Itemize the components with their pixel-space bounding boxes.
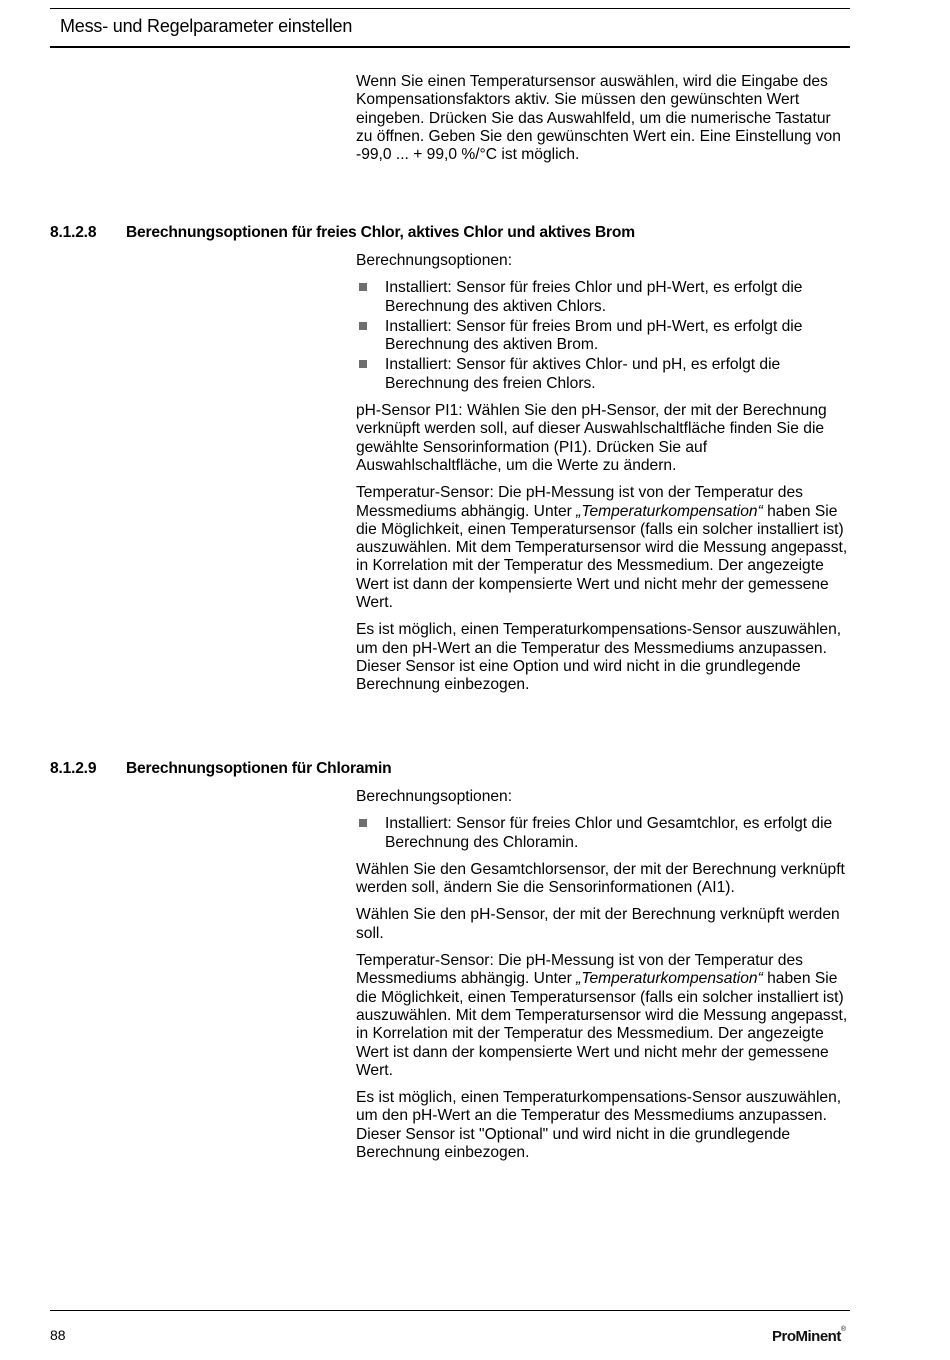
square-bullet-icon [359,819,367,827]
section-number: 8.1.2.9 [50,760,97,777]
bullet-list [356,815,848,852]
header-top-rule [50,8,850,9]
section-title: Berechnungsoptionen für freies Chlor, aktives Chlor und aktives Brom [126,224,635,241]
list-item: Installiert: Sensor für freies Brom und pH-Wert, es erfolgt die Berechnung des aktiven Brom. [356,318,848,355]
prominent-logo: ProMinent® [772,1326,846,1345]
footer-rule [50,1310,850,1311]
section-title: Berechnungsoptionen für Chloramin [126,760,392,777]
intro-paragraph: Wenn Sie einen Temperatursensor auswählen, wird die Eingabe des Kompensationsfaktors aktiv. Sie müssen den gewünschten Wert eingeben. Drücken Sie das Auswahlfeld, um die numerische Tastatur zu öffnen. Geben Sie den gewünschten Wert ein. Eine Einstellung von -99,0 ... + 99,0 %/°C ist möglich. [356,73,841,164]
list-item: Installiert: Sensor für freies Chlor und pH-Wert, es erfolgt die Berechnung des aktiven Chlors. [356,279,848,316]
section-number: 8.1.2.8 [50,224,97,241]
bullet-list [356,279,848,393]
temperature-compensation-reference: „Temperaturkompensation“ [576,502,763,520]
temperature-sensor-paragraph: Temperatur-Sensor: Die pH-Messung ist von der Temperatur des Messmediums abhängig. Unter „Temperaturkompensation“ haben Sie die Möglichkeit, einen Temperatursensor (falls ein solcher installiert ist) auszuwählen. Mit dem Temperatursensor wird die Messung angepasst, in Korrelation mit der Temperatur des Messmedium. Der angezeigte Wert ist dann der kompensierte Wert und nicht mehr der gemessene Wert. [356,952,848,1079]
registered-mark: ® [840,1326,846,1333]
compensation-sensor-paragraph: Es ist möglich, einen Temperaturkompensations-Sensor auszuwählen, um den pH-Wert an die Temperatur des Messmediums anzupassen. Dieser Sensor ist eine Option und wird nicht in die grundlegende Berechnung einbezogen. [356,621,842,694]
compensation-sensor-paragraph: Es ist möglich, einen Temperaturkompensations-Sensor auszuwählen, um den pH-Wert an die Temperatur des Messmediums anzupassen. Dieser Sensor ist "Optional" und wird nicht in die grundlegende Berechnung einbezogen. [356,1089,842,1162]
total-chlorine-paragraph: Wählen Sie den Gesamtchlorsensor, der mit der Berechnung verknüpft werden soll, ändern Sie die Sensorinformationen (AI1). [356,860,845,897]
square-bullet-icon [359,360,367,368]
section-body-8129 [356,788,848,1171]
square-bullet-icon [359,322,367,330]
temperature-compensation-reference: „Temperaturkompensation“ [576,970,763,988]
lead-text: Berechnungsoptionen: [356,252,513,269]
square-bullet-icon [359,283,367,291]
section-body-8128 [356,252,848,704]
page-number: 88 [50,1327,66,1343]
lead-text: Berechnungsoptionen: [356,788,513,805]
intro-block [356,73,848,173]
page-header-title: Mess- und Regelparameter einstellen [60,16,353,36]
ph-sensor-paragraph: Wählen Sie den pH-Sensor, der mit der Berechnung verknüpft werden soll. [356,906,840,942]
temperature-sensor-paragraph: Temperatur-Sensor: Die pH-Messung ist von der Temperatur des Messmediums abhängig. Unter „Temperaturkompensation“ haben Sie die Möglichkeit, einen Temperatursensor (falls ein solcher installiert ist) auszuwählen. Mit dem Temperatursensor wird die Messung angepasst, in Korrelation mit der Temperatur des Messmedium. Der angezeigte Wert ist dann der kompensierte Wert und nicht mehr der gemessene Wert. [356,484,848,612]
list-item: Installiert: Sensor für aktives Chlor- und pH, es erfolgt die Berechnung des freien Chlors. [356,356,848,393]
header-bottom-rule [50,46,850,48]
section-heading-8128 [50,224,635,242]
section-heading-8129 [50,760,391,778]
ph-sensor-paragraph: pH-Sensor PI1: Wählen Sie den pH-Sensor, der mit der Berechnung verknüpft werden soll, auf dieser Auswahlschaltfläche finden Sie die gewählte Sensorinformation (PI1). Drücken Sie auf Auswahlschaltfläche, um die Werte zu ändern. [356,402,827,474]
list-item: Installiert: Sensor für freies Chlor und Gesamtchlor, es erfolgt die Berechnung des Chloramin. [356,815,848,852]
